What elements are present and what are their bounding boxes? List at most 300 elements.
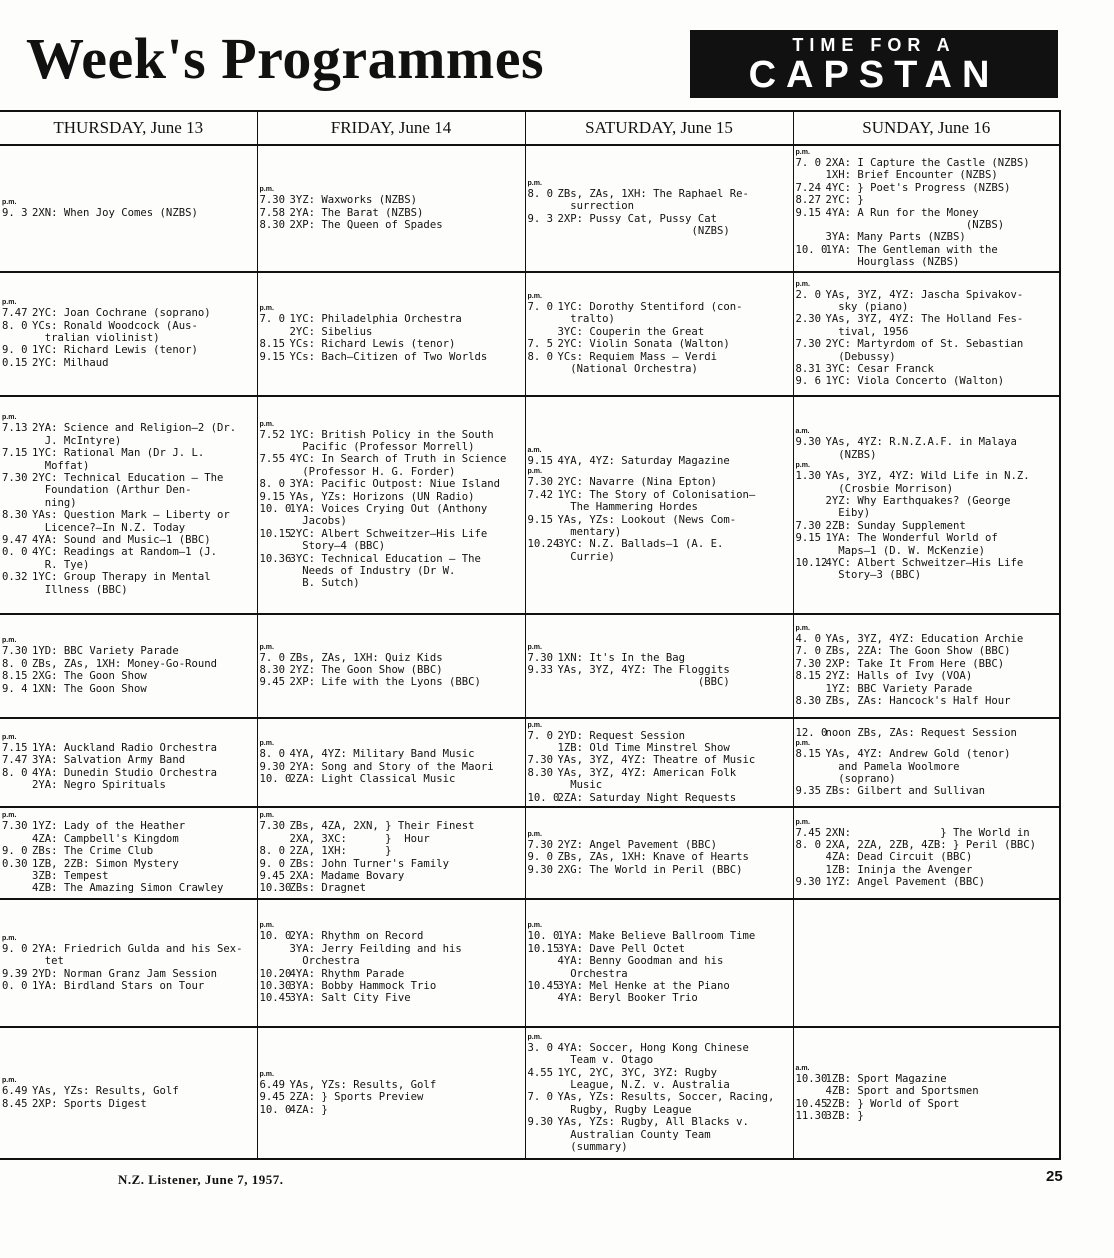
listing-line [796, 785, 1057, 797]
listing-text: noon ZBs, ZAs: Request Session [825, 726, 1017, 739]
listing-line [796, 256, 1057, 268]
programme-cell [0, 614, 257, 718]
time-period-label: p.m. [2, 299, 17, 307]
listing-time [796, 483, 826, 495]
listing-line [528, 501, 790, 513]
listing-time: 9.15 [527, 455, 554, 468]
listing-text: 3YA: Jerry Feilding and his [289, 942, 462, 955]
listing-text: Hourglass (NZBS) [825, 256, 960, 269]
listing-text: ning) [32, 496, 77, 509]
listing-line [260, 748, 522, 760]
listing-time [528, 200, 558, 212]
listing-time [260, 577, 290, 589]
listing-line [796, 207, 1057, 219]
programme-cell [793, 145, 1060, 272]
listing-line [796, 851, 1057, 863]
time-period-label: p.m. [2, 637, 17, 645]
listing-line [2, 670, 254, 682]
listing-time: 8. 0 [795, 838, 822, 851]
listing-line [796, 351, 1057, 363]
listing-line [796, 182, 1057, 194]
listing-time: 9.15 [795, 532, 822, 545]
listing-line [260, 577, 522, 589]
listing-text: ZBs, 4ZA, 2XN, } Their Finest [289, 820, 475, 833]
listing-line [260, 466, 522, 478]
listing-text: and Pamela Woolmore [825, 760, 960, 773]
programme-cell [257, 396, 525, 614]
listing-line [796, 244, 1057, 256]
listing-time: 10. 0 [795, 243, 828, 256]
listing-text: YAs, 4YZ: Andrew Gold (tenor) [825, 748, 1011, 761]
listing-time: 7.30 [259, 820, 286, 833]
listing-text: 2YC: Milhaud [32, 356, 109, 369]
listing-time: 8. 0 [527, 350, 554, 363]
listing-line [2, 779, 254, 791]
listing-time: 9.33 [527, 663, 554, 676]
time-period-label: p.m. [259, 812, 274, 820]
listing-time: 7.55 [259, 453, 286, 466]
listing-line [260, 429, 522, 441]
listing-time [528, 742, 558, 754]
listing-text: ZBs, ZAs, 1XH: Money-Go-Round [32, 657, 217, 670]
listing-text: Australian County Team [557, 1128, 711, 1141]
listing-time: 9.30 [527, 1116, 554, 1129]
time-period-label: p.m. [795, 280, 810, 288]
programme-cell [525, 718, 793, 807]
listing-time: 7.47 [2, 307, 28, 320]
listing-text: ZBs: Dragnet [289, 882, 367, 895]
listing-text: 2XN: } The World in [825, 826, 1030, 839]
listing-text: 4YC: In Search of Truth in Science [289, 453, 507, 466]
listing-line [528, 1054, 790, 1066]
listing-text: 2ZB: Sunday Supplement [825, 519, 966, 532]
time-period-label: a.m. [795, 1064, 810, 1072]
listing-time: 8. 0 [2, 657, 28, 670]
listing-time: 7.30 [2, 820, 28, 833]
listing-time: 9.30 [795, 436, 822, 449]
listing-line [796, 658, 1057, 670]
listing-line [260, 351, 522, 363]
listing-text: 1YZ: BBC Variety Parade [825, 682, 973, 695]
listing-line [2, 422, 254, 434]
listing-line [528, 1129, 790, 1141]
listing-time [260, 955, 290, 967]
listing-text: 3YA: Pacific Outpost: Niue Island [289, 478, 500, 491]
listing-line [2, 344, 254, 356]
listing-text: 4YA: Beryl Booker Trio [557, 992, 698, 1005]
listing-text: Team v. Otago [557, 1054, 654, 1067]
listing-time: 9. 6 [795, 375, 822, 388]
listing-line [2, 845, 254, 857]
listing-text: 1YA: Birdland Stars on Tour [32, 980, 205, 992]
time-period-label: a.m. [795, 428, 810, 436]
listing-text: 2ZA: } Sports Preview [289, 1091, 424, 1104]
listing-line [2, 320, 254, 332]
listing-line [528, 992, 790, 1004]
listing-time: 8.27 [795, 194, 822, 207]
listing-line [2, 870, 254, 882]
listing-time: 8. 0 [259, 478, 286, 491]
listing-line [528, 338, 790, 350]
listing-time [528, 992, 558, 1004]
listing-text: 2XA: Madame Bovary [289, 870, 405, 882]
listing-line [796, 219, 1057, 231]
listing-time: 9.30 [795, 876, 822, 889]
listing-time [528, 1141, 558, 1153]
listing-text: 4YC: Readings at Random—1 (J. [32, 546, 217, 559]
time-period-label: p.m. [2, 198, 17, 206]
listing-line [260, 1079, 522, 1091]
listing-line [260, 652, 522, 664]
listing-time: 9. 0 [2, 344, 28, 357]
listing-time [2, 584, 32, 596]
listing-time: 0.30 [2, 857, 28, 870]
listing-time [260, 565, 290, 577]
listing-line [260, 845, 522, 857]
listing-line [796, 557, 1057, 569]
listing-time: 7.30 [259, 194, 286, 207]
listing-line [2, 767, 254, 779]
listing-time [796, 219, 826, 231]
listing-time: 9.45 [259, 870, 286, 882]
programme-cell [793, 1027, 1060, 1159]
listing-line [260, 676, 522, 688]
listing-line [260, 980, 522, 992]
programme-cell [793, 272, 1060, 396]
listing-time: 7.30 [795, 519, 822, 532]
listing-time: 7.15 [2, 742, 28, 755]
time-period-label: p.m. [795, 818, 810, 826]
time-period-label: p.m. [795, 149, 810, 156]
listing-line [796, 864, 1057, 876]
listing-text: 4YA: Soccer, Hong Kong Chinese [557, 1041, 749, 1054]
programme-cell [793, 718, 1060, 807]
listing-line [796, 545, 1057, 557]
listing-line [260, 515, 522, 527]
programme-cell [0, 1027, 257, 1159]
listing-text: 2XG: The Goon Show [32, 670, 147, 683]
listing-text: 4YA: Sound and Music—1 (BBC) [32, 533, 211, 546]
listing-line [796, 761, 1057, 773]
listing-text: 2ZA: Light Classical Music [289, 773, 456, 786]
listing-time [528, 676, 558, 688]
listing-text: 4ZB: Sport and Sportsmen [825, 1085, 979, 1098]
listing-time: 7. 0 [259, 651, 286, 664]
listing-text: Rugby, Rugby League [557, 1103, 692, 1116]
time-period-label: p.m. [527, 721, 542, 729]
listing-line [796, 748, 1057, 760]
listing-text: 2YZ: The Goon Show (BBC) [289, 663, 443, 676]
listing-line [796, 520, 1057, 532]
listing-text: 3YA: Mel Henke at the Piano [557, 980, 730, 992]
listing-text: YAs, YZs: Lookout (News Com- [557, 513, 737, 526]
listing-text: 2ZA: Saturday Night Requests [557, 791, 737, 804]
listing-time: 0. 0 [2, 980, 28, 992]
listing-text: 4YA: Benny Goodman and his [557, 955, 724, 968]
listing-line [260, 833, 522, 845]
listing-text: 3YA: Many Parts (NZBS) [825, 231, 966, 244]
listing-line [2, 820, 254, 832]
listing-line [528, 476, 790, 488]
listing-text: (NZBS) [557, 225, 730, 238]
listing-text: YAs, 3YZ, 4YZ: Education Archie [825, 632, 1024, 645]
listing-time: 10.45 [259, 992, 292, 1005]
listing-line [2, 584, 254, 596]
listing-line [2, 571, 254, 583]
listing-time: 7.30 [527, 838, 554, 851]
time-period-label: p.m. [259, 922, 274, 930]
listing-text: 4ZA: Campbell's Kingdom [32, 832, 179, 845]
listing-line [260, 773, 522, 785]
listing-text: 2YC: Violin Sonata (Walton) [557, 338, 730, 351]
listing-text: 1YC: Rational Man (Dr J. L. [32, 447, 205, 460]
listing-time: 10. 0 [259, 502, 292, 515]
programme-cell [257, 899, 525, 1027]
programme-cell [793, 396, 1060, 614]
listing-line [796, 773, 1057, 785]
listing-time [528, 1129, 558, 1141]
listing-line [260, 441, 522, 453]
listing-time: 10.45 [795, 1097, 828, 1110]
listing-time: 9.15 [795, 206, 822, 219]
listing-line [528, 676, 790, 688]
listing-text: 2XG: The World in Peril (BBC) [557, 863, 743, 876]
listing-line [260, 968, 522, 980]
listing-line [528, 930, 790, 942]
listing-line [796, 231, 1057, 243]
listing-text: Illness (BBC) [32, 583, 128, 596]
listing-time: 12. 0 [795, 726, 828, 739]
listing-text: 2XP: Take It From Here (BBC) [825, 657, 1005, 670]
listing-time: 8.15 [795, 748, 822, 761]
listing-time: 2.30 [795, 313, 822, 326]
time-period-label: p.m. [795, 624, 810, 632]
time-period-label: p.m. [259, 420, 274, 428]
listing-time [796, 449, 826, 461]
listing-time: 8. 0 [2, 319, 28, 332]
listing-text: 3ZB: } [825, 1110, 864, 1122]
listing-line [2, 645, 254, 657]
day-header-sunday: SUNDAY, June 16 [793, 111, 1060, 145]
listing-time: 9.30 [259, 760, 286, 773]
listing-text: 1YC, 2YC, 3YC, 3YZ: Rugby [557, 1066, 717, 1079]
listing-text: 2YC: Martyrdom of St. Sebastian [825, 338, 1024, 351]
listing-text: 3YA: Salt City Five [289, 992, 411, 1005]
listing-line [796, 695, 1057, 707]
listing-line [528, 652, 790, 664]
listing-text: 4ZB: The Amazing Simon Crawley [32, 882, 224, 895]
listing-line [796, 1110, 1057, 1122]
listing-line [528, 526, 790, 538]
listing-time: 9.47 [2, 533, 28, 546]
listing-time: 7. 0 [527, 1091, 554, 1104]
listing-time: 10.15 [259, 527, 292, 540]
listing-line [796, 338, 1057, 350]
time-period-label: p.m. [2, 734, 17, 742]
programme-cell [0, 807, 257, 899]
listing-text: 2YD: Norman Granz Jam Session [32, 967, 217, 980]
time-period-label: p.m. [527, 830, 542, 838]
listing-time: 8.30 [259, 663, 286, 676]
programme-cell [257, 145, 525, 272]
listing-time: 8.30 [527, 766, 554, 779]
listing-time: 7.24 [795, 181, 822, 194]
listing-text: 1YA: The Gentleman with the [825, 243, 998, 256]
listing-time: 8.15 [795, 670, 822, 683]
listing-line [2, 559, 254, 571]
time-period-label: p.m. [259, 305, 274, 313]
programme-row [0, 272, 1060, 396]
listing-line [2, 534, 254, 546]
listing-line [260, 207, 522, 219]
listing-line [528, 943, 790, 955]
listing-time: 10. 0 [259, 930, 292, 943]
listing-line [260, 882, 522, 894]
listing-text: 2XP: Pussy Cat, Pussy Cat [557, 212, 717, 225]
programme-cell [525, 807, 793, 899]
listing-time: 0.15 [2, 356, 28, 369]
listing-time: 9.45 [259, 1091, 286, 1104]
time-period-label: p.m. [2, 414, 17, 422]
listing-text: 1XN: The Goon Show [32, 682, 147, 695]
listing-time [528, 326, 558, 338]
listing-time: 9. 0 [2, 845, 28, 858]
listing-line [796, 1098, 1057, 1110]
listing-text: 2YC: Navarre (Nina Epton) [557, 476, 717, 489]
listing-time [796, 231, 826, 243]
listing-line [260, 338, 522, 350]
listing-text: YAs, YZs: Rugby, All Blacks v. [557, 1116, 749, 1129]
time-period-label: p.m. [527, 1033, 542, 1041]
listing-line [2, 447, 254, 459]
programme-cell [257, 1027, 525, 1159]
time-period-label: p.m. [795, 740, 810, 748]
listing-text: (NZBS) [825, 448, 877, 461]
listing-time: 10. 0 [527, 930, 560, 943]
listing-time [528, 955, 558, 967]
listing-time: 4. 0 [795, 632, 822, 645]
listing-text: YAs, 3YZ, 4YZ: Jascha Spivakov- [825, 288, 1024, 301]
listing-text: (summary) [557, 1141, 628, 1154]
listing-time [260, 515, 290, 527]
listing-time: 9. 0 [2, 942, 28, 955]
listing-time: 10.30 [259, 882, 292, 895]
programme-row [0, 718, 1060, 807]
listing-text: 2YD: Request Session [557, 729, 686, 742]
listing-text: Currie) [557, 550, 615, 563]
listing-time: 10.30 [259, 980, 292, 992]
listing-time [796, 326, 826, 338]
listing-time: 7. 5 [527, 338, 554, 351]
listing-time: 10.30 [795, 1072, 828, 1085]
listing-line [796, 827, 1057, 839]
listing-line [260, 528, 522, 540]
listing-time: 7. 0 [527, 300, 554, 313]
listing-time [2, 559, 32, 571]
listing-text: Maps—1 (D. W. McKenzie) [825, 544, 985, 557]
listing-line [528, 742, 790, 754]
listing-text: YAs, YZs: Results, Golf [289, 1078, 437, 1091]
listing-text: (Professor H. G. Forder) [289, 465, 456, 478]
listing-text: YAs, YZs: Horizons (UN Radio) [289, 490, 475, 503]
listing-line [528, 313, 790, 325]
listing-text: (NZBS) [825, 219, 1005, 232]
listing-time: 7.42 [527, 488, 554, 501]
listing-time: 8.31 [795, 362, 822, 375]
listing-line [2, 472, 254, 484]
programme-cell [257, 614, 525, 718]
listing-text: 4YA: Rhythm Parade [289, 967, 405, 980]
listing-line [796, 876, 1057, 888]
listing-line [796, 670, 1057, 682]
day-header-row [0, 111, 1060, 145]
listing-time: 3. 0 [527, 1041, 554, 1054]
listing-line [796, 1073, 1057, 1085]
listing-line [528, 664, 790, 676]
time-period-label: p.m. [2, 934, 17, 942]
listing-text: YAs, 3YZ, 4YZ: Wild Life in N.Z. [825, 470, 1030, 483]
listing-text: mentary) [557, 526, 622, 539]
programme-cell [525, 272, 793, 396]
listing-line [2, 435, 254, 447]
listing-line [796, 470, 1057, 482]
listing-text: ZBs, ZAs: Hancock's Half Hour [825, 694, 1011, 707]
listing-time: 9.45 [259, 676, 286, 689]
listing-time: 9.15 [259, 490, 286, 503]
listing-time: 10. 0 [527, 791, 560, 804]
listing-time: 11.30 [795, 1110, 828, 1122]
listing-text: 1XN: It's In the Bag [557, 651, 686, 664]
listing-text: (Crosbie Morrison) [825, 482, 954, 495]
listing-text: 1YA: Voices Crying Out (Anthony [289, 502, 488, 515]
listing-time [796, 351, 826, 363]
listing-time [528, 1104, 558, 1116]
listing-text: B. Sutch) [289, 577, 360, 590]
listing-text: 1YC: Viola Concerto (Walton) [825, 375, 1005, 388]
listing-line [260, 565, 522, 577]
listing-time: 7. 0 [795, 157, 822, 169]
listing-time [528, 968, 558, 980]
listing-text: (National Orchestra) [557, 362, 698, 375]
listing-line [260, 503, 522, 515]
listing-time: 8. 0 [527, 188, 554, 201]
publication-credit: N.Z. Listener, June 7, 1957. [118, 1172, 284, 1187]
listing-time [2, 332, 32, 344]
listing-text: 3YC: Technical Education — The [289, 552, 481, 565]
listing-text: 2XP: The Queen of Spades [289, 219, 443, 232]
listing-text: 4YA: A Run for the Money [825, 206, 979, 219]
listing-time [528, 526, 558, 538]
listing-time [260, 466, 290, 478]
listing-text: 4YA, 4YZ: Military Band Music [289, 748, 475, 761]
time-period-label: p.m. [795, 462, 810, 470]
listing-time: 9.15 [259, 350, 286, 363]
listing-line [528, 730, 790, 742]
listing-text: 2YZ: Angel Pavement (BBC) [557, 838, 717, 851]
listing-text: 2YA: Friedrich Gulda and his Sex- [32, 942, 243, 955]
listing-line [2, 307, 254, 319]
listing-time [2, 497, 32, 509]
listing-time: 8. 0 [259, 845, 286, 858]
listing-text: 2YA: Negro Spirituals [32, 779, 166, 792]
listing-text: 2YA: Science and Religion—2 (Dr. [32, 422, 237, 435]
listing-line [2, 683, 254, 695]
listing-text: 4YA, 4YZ: Saturday Magazine [557, 455, 730, 468]
listing-text: YAs, 3YZ, 4YZ: Theatre of Music [557, 754, 756, 767]
listing-line [528, 864, 790, 876]
listing-line [260, 664, 522, 676]
listing-line [796, 157, 1057, 169]
